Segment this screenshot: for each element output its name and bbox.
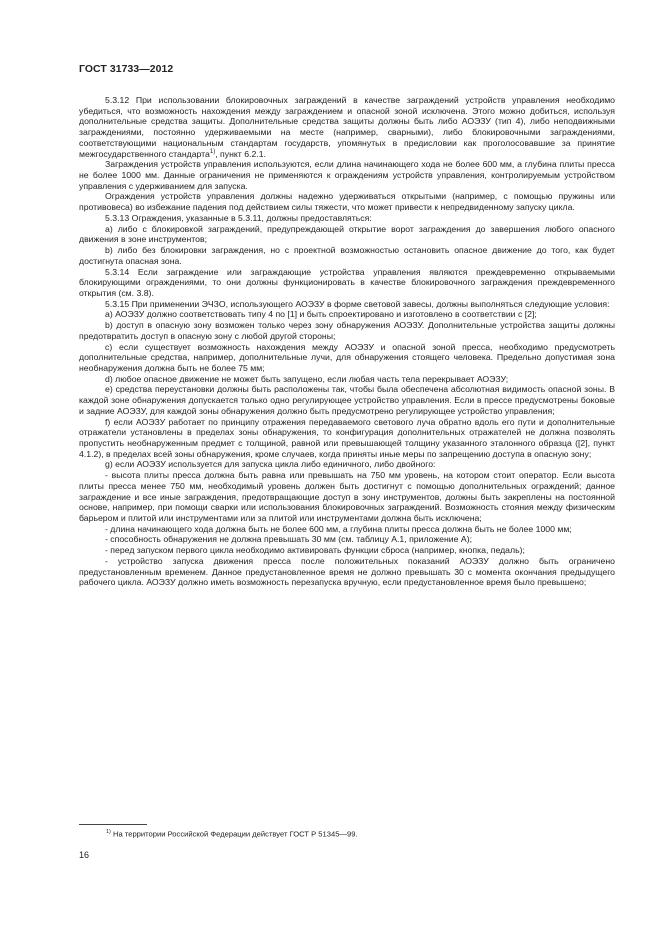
paragraph-5-3-15: 5.3.15 При применении ЭЧЗО, использующего АОЭЗУ в форме световой завесы, должны выполняться следующие условия: — [105, 298, 610, 309]
dash-item: - способность обнаружения не должна превышать 30 мм (см. таблицу А.1, приложение А); — [105, 534, 473, 545]
paragraph-5-3-13: 5.3.13 Ограждения, указанные в 5.3.11, должны предоставляться: — [105, 212, 372, 223]
dash-item: - длина начинающего хода должна быть не более 600 мм, а глубина плиты пресса должна быть не более 1000 мм; — [105, 523, 572, 534]
list-item: e) средства переустановки должны быть расположены так, чтобы была обеспечена абсолютная видимость опасной зоны. В каждой зоне обнаружения допускается только одно регулирующее устройство управления. Если в прессе предусмотрены боковые и задние АОЭЗУ, для каждой зоны обнаружения должно быть предусмотрено регулирующее устройство управления; — [79, 384, 615, 416]
document-header: ГОСТ 31733—2012 — [79, 64, 174, 75]
footnote — [106, 828, 358, 839]
list-item: a) АОЭЗУ должно соответствовать типу 4 по [1] и быть спроектировано и изготовлено в соответствии с [2]; — [105, 309, 537, 320]
list-item: d) любое опасное движение не может быть запущено, если любая часть тела перекрывает АОЭЗУ; — [105, 373, 509, 384]
footnote-divider — [79, 824, 147, 825]
footnote-ref: 1) — [209, 148, 216, 155]
paragraph: Заграждения устройств управления используются, если длина начинающего хода не более 600 мм, а глубина плиты пресса не более 1000 мм. Данные ограничения не применяются к ограждениям устройств управления, контролируемым устройством управления с удерживанием для запуска. — [79, 159, 615, 191]
list-item: a) либо с блокировкой заграждений, предупреждающей открытие ворот заграждения до завершения любого опасного движения в зоне инструментов; — [79, 223, 615, 245]
page-number: 16 — [79, 850, 90, 860]
list-item: g) если АОЭЗУ используется для запуска цикла либо единичного, либо двойного: — [105, 459, 436, 470]
dash-item: - перед запуском первого цикла необходимо активировать функции сброса (например, кнопка, педаль); — [105, 545, 525, 556]
dash-item: - устройство запуска движения пресса после положительных показаний АОЭЗУ должно быть ограничено предустановленным временем. Данное предустановленное время не должно превышать 30 с момента окончания предыдущего рабочего цикла. АОЭЗУ должно иметь возможность перезапуска вручную, если предустановленное время было превышено; — [79, 555, 615, 588]
paragraph: Ограждения устройств управления должны надежно удерживаться открытыми (например, с помощью пружины или противовеса) во избежание падения под действием силы тяжести, что может привести к непредвиденному запуску цикла. — [79, 191, 615, 213]
main-text — [79, 95, 615, 588]
dash-item: - высота плиты пресса должна быть равна или превышать на 750 мм уровень, на котором стоит оператор. Если высота плиты пресса менее 750 мм, необходимый уровень должен быть достигнут с помощью дополнительных ограждений; данное заграждение и все иные заграждения, предотвращающие доступ в зону инструментов, должны быть закреплены на постоянной основе, например, при помощи сварки или использования блокировочных заграждений. Возможность стояния между физическим барьером и плитой или инструментами или за плитой или инструментами должна быть исключена; — [79, 470, 615, 524]
paragraph-5-3-14: 5.3.14 Если заграждение или заграждающие устройства управления являются преждевременно открываемыми блокирующими ограждениями, то они должны функционировать в качестве блокировочного заграждения преждевременного открытия (см. 3.8). — [79, 266, 615, 298]
list-item: c) если существует возможность нахождения между АОЭЗУ и опасной зоной пресса, необходимо предусмотреть дополнительные средства, например, дополнительные лучи, для обнаружения стоящего человека. Предельно допустимая зона необнаружения должна быть не более 75 мм; — [79, 341, 615, 373]
list-item: f) если АОЭЗУ работает по принципу отражения передаваемого светового луча обратно вдоль его пути и дополнительные отражатели установлены в пределах зоны обнаружения, то конфигурация дополнительных отражателей не должна позволять пропустить необнаруженным предмет с толщиной, равной или превышающей толщину указанного эталонного образца ([2], пункт 4.1.2), в пределах всей зоны обнаружения, кроме случаев, когда приняты иные меры по запрещению доступа в опасную зону; — [79, 416, 615, 459]
paragraph-5-3-12 — [79, 95, 615, 159]
list-item: b) либо без блокировки заграждения, но с проектной возможностью остановить опасное движение до того, как будет достигнута опасная зона. — [79, 245, 615, 266]
footnote-text: На территории Российской Федерации действует ГОСТ Р 51345—99. — [113, 829, 358, 839]
paragraph-text: 5.3.12 При использовании блокировочных заграждений в качестве заграждений устройств управления необходимо убедиться, что возможность нахождения между заграждением и опасной зоной исключена. Этого можно добиться, используя дополнительные средства защиты. Дополнительные средства защиты должны быть либо АОЭЗУ (тип 4), либо неподвижными заграждениями, постоянно удерживаемыми на месте (например, сварными), либо блокировочными заграждениями, соответствующими национальным стандартам государств, упомянутых в предисловии как проголосовавшие за принятие межгосударственного стандарта — [79, 95, 615, 159]
paragraph-tail: , пункт 6.2.1. — [215, 148, 266, 159]
list-item: b) доступ в опасную зону возможен только через зону обнаружения АОЭЗУ. Дополнительные устройства защиты должны предотвратить доступ в опасную зону с любой другой стороны; — [79, 320, 615, 341]
footnote-mark: 1) — [106, 829, 111, 835]
